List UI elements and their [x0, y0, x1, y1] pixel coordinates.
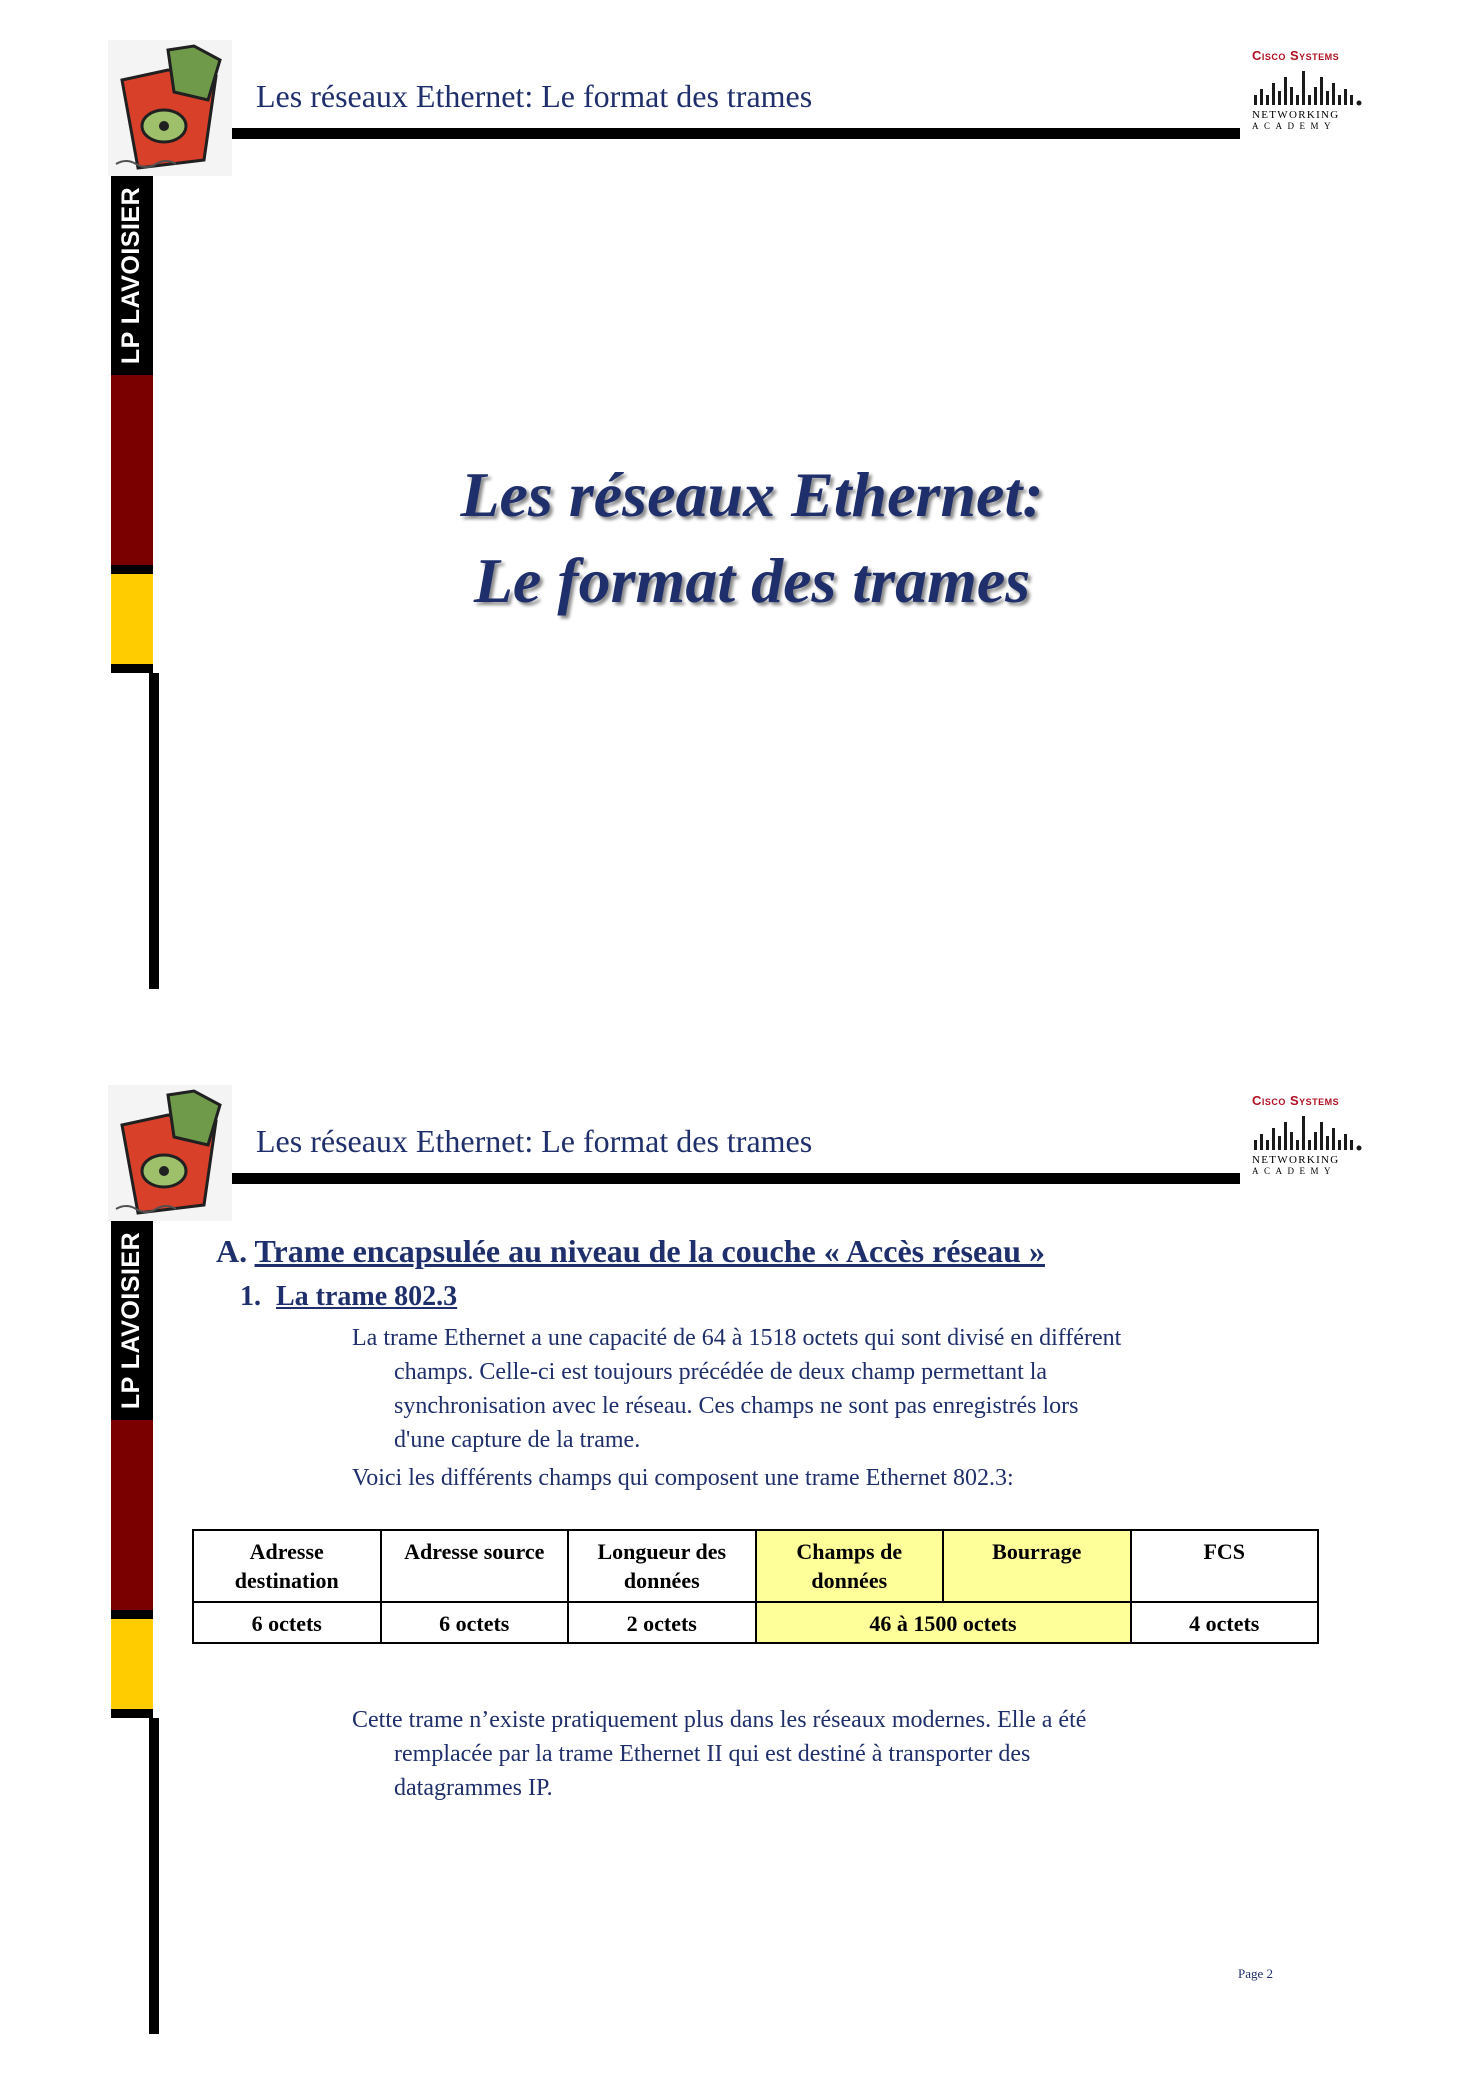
- paragraph-intro: [352, 1321, 1121, 1457]
- slide-title-line-1: Les réseaux Ethernet:: [460, 459, 1044, 530]
- table-cell: 4 octets: [1131, 1602, 1319, 1643]
- paragraph-line: La trame Ethernet a une capacité de 64 à 1518 octets qui sont divisé en différent: [352, 1325, 1122, 1351]
- cisco-logo: [1252, 1093, 1372, 1185]
- paragraph-line: d'une capture de la trame.: [394, 1427, 641, 1453]
- table-cell: 6 octets: [193, 1602, 381, 1643]
- cisco-bridge-icon: [1252, 65, 1364, 109]
- header-rule: [232, 128, 1240, 139]
- cisco-bridge-icon: [1252, 1110, 1364, 1154]
- table-header-cell: Adresse source: [381, 1530, 569, 1602]
- section-1-number: 1.: [240, 1281, 261, 1312]
- table-header-row: [193, 1530, 1318, 1602]
- section-1-heading: [240, 1281, 457, 1313]
- table-cell: 6 octets: [381, 1602, 569, 1643]
- cisco-networking: NETWORKING: [1252, 109, 1340, 121]
- sidebar-label: LP LAVOISIER: [117, 1231, 146, 1409]
- slide-2: [0, 1045, 1471, 2085]
- header-title: Les réseaux Ethernet: Le format des trames: [256, 78, 813, 114]
- sidebar-label: LP LAVOISIER: [117, 186, 146, 364]
- cisco-brand: Cisco Systems: [1252, 48, 1340, 63]
- sidebar-yellow: [111, 1619, 153, 1709]
- sidebar-line: [149, 1718, 159, 2034]
- header-title: Les réseaux Ethernet: Le format des trames: [256, 1123, 813, 1159]
- table-cell: 46 à 1500 octets: [756, 1602, 1131, 1643]
- page-number: Page 2: [1238, 1966, 1274, 1981]
- sidebar-red: [111, 375, 153, 565]
- table-header-cell: Adresse destination: [193, 1530, 381, 1602]
- sidebar-line: [149, 673, 159, 989]
- cisco-academy: ACADEMY: [1252, 121, 1337, 131]
- cisco-networking: NETWORKING: [1252, 1154, 1340, 1166]
- sidebar-separator: [111, 1709, 153, 1718]
- table-value-row: [193, 1602, 1318, 1643]
- paragraph-line: champs. Celle-ci est toujours précédée de deux champ permettant la: [394, 1359, 1048, 1385]
- section-a-title: Trame encapsulée au niveau de la couche « Accès réseau »: [254, 1233, 1045, 1269]
- school-logo-icon: [108, 1085, 232, 1221]
- section-1-title: La trame 802.3: [276, 1281, 458, 1312]
- paragraph-line: datagrammes IP.: [394, 1775, 553, 1801]
- table-header-cell: Bourrage: [943, 1530, 1131, 1602]
- table-cell: 2 octets: [568, 1602, 756, 1643]
- paragraph-line: Cette trame n’existe pratiquement plus dans les réseaux modernes. Elle a été: [352, 1707, 1087, 1733]
- cisco-logo: [1252, 48, 1372, 140]
- sidebar-separator: [111, 565, 153, 574]
- paragraph-line: synchronisation avec le réseau. Ces champs ne sont pas enregistrés lors: [394, 1393, 1079, 1419]
- frame-table: [192, 1529, 1319, 1644]
- slide-1: [0, 0, 1471, 1040]
- sidebar-red: [111, 1420, 153, 1610]
- slide-title-line-2: Le format des trames: [473, 545, 1031, 616]
- table-header-cell: FCS: [1131, 1530, 1319, 1602]
- sidebar-separator: [111, 664, 153, 673]
- table-header-cell: Longueur des données: [568, 1530, 756, 1602]
- cisco-brand: Cisco Systems: [1252, 1093, 1340, 1108]
- section-a-number: A.: [216, 1233, 248, 1269]
- header-rule: [232, 1173, 1240, 1184]
- table-header-cell: Champs de données: [756, 1530, 944, 1602]
- school-logo-icon: [108, 40, 232, 176]
- sidebar-separator: [111, 1610, 153, 1619]
- sidebar-yellow: [111, 574, 153, 664]
- section-a-heading: [216, 1233, 1045, 1270]
- paragraph-line: remplacée par la trame Ethernet II qui est destiné à transporter des: [394, 1741, 1031, 1767]
- paragraph-fields: Voici les différents champs qui composent une trame Ethernet 802.3:: [352, 1465, 1014, 1491]
- paragraph-conclusion: [352, 1703, 1086, 1805]
- cisco-academy: ACADEMY: [1252, 1166, 1337, 1176]
